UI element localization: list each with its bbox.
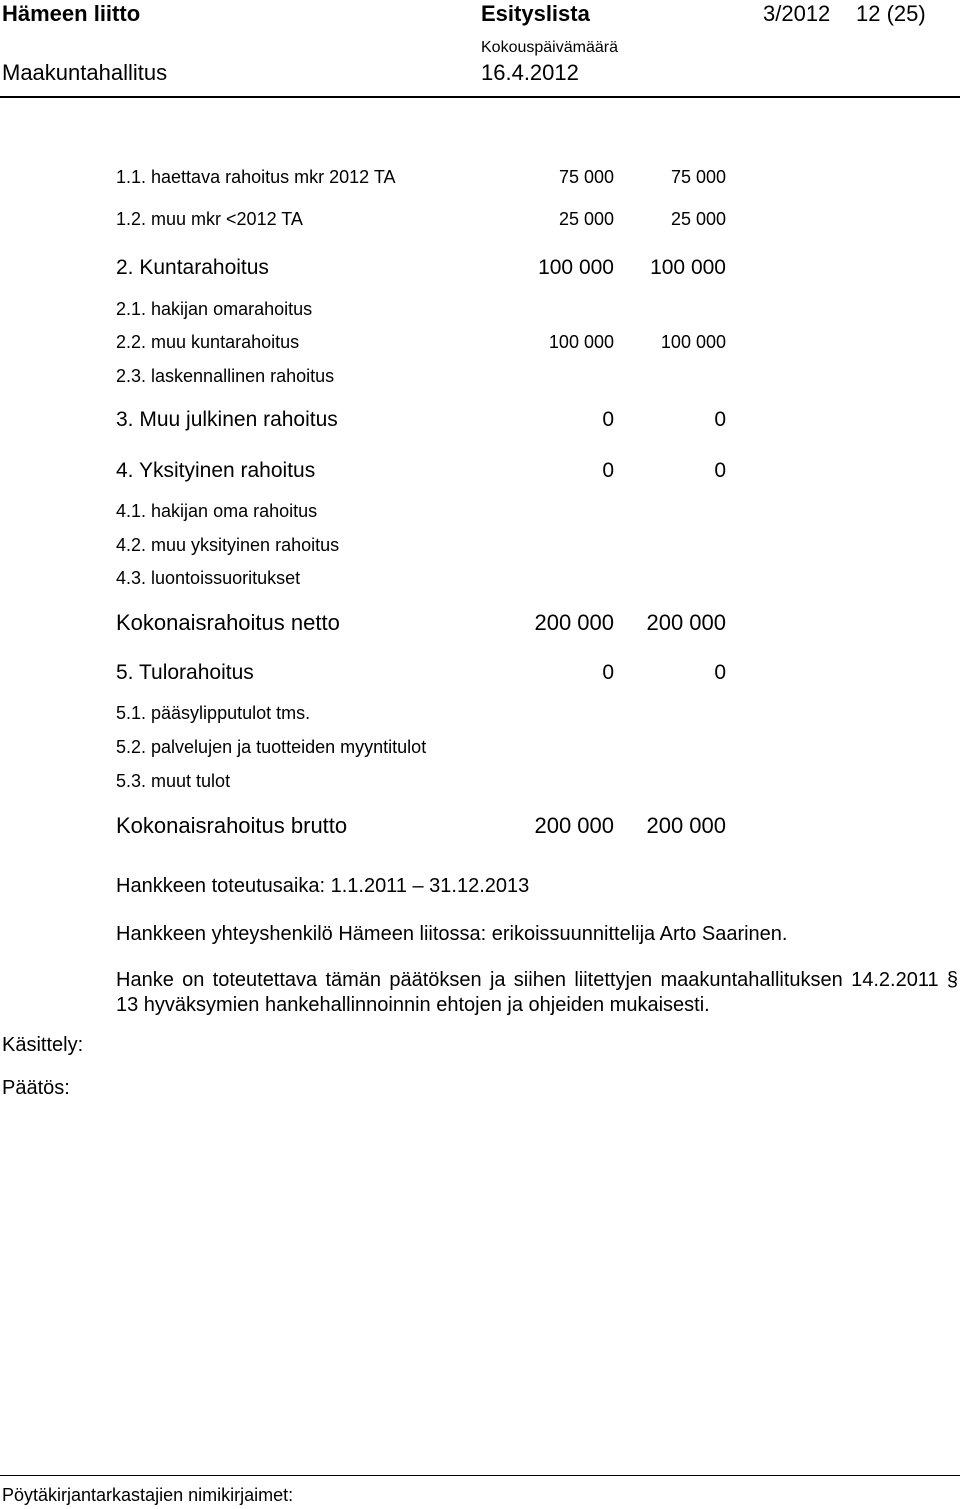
table-row <box>116 366 728 392</box>
doc-type: Esityslista <box>481 1 590 26</box>
table-row <box>116 737 728 763</box>
table-row <box>116 167 728 193</box>
doc-number: 3/2012 <box>763 1 831 26</box>
meeting-body: Maakuntahallitus <box>2 60 168 85</box>
row-label: Kokonaisrahoitus netto <box>116 610 340 635</box>
row-label: 1.2. muu mkr <2012 TA <box>116 209 303 229</box>
value-col1: 100 000 <box>548 332 614 352</box>
value-col1: 25 000 <box>558 209 614 229</box>
decision-label: Päätös: <box>2 1077 70 1099</box>
table-row <box>116 535 728 561</box>
table-row <box>116 408 728 434</box>
row-label: 4. Yksityinen rahoitus <box>116 459 316 482</box>
value-col2: 200 000 <box>646 610 726 635</box>
value-col2: 0 <box>714 408 726 431</box>
value-col2: 100 000 <box>650 256 726 279</box>
row-label: 5.2. palvelujen ja tuotteiden myyntitulot <box>116 737 427 757</box>
value-col1: 200 000 <box>534 813 614 838</box>
table-row <box>116 299 728 325</box>
table-row <box>116 568 728 594</box>
decision-condition: Hanke on toteutettava tämän päätöksen ja siihen liitettyjen maakuntahallituksen 14.2.2011 § 13 hyväksymien hankehallinnoinnin ehtojen ja ohjeiden mukaisesti. <box>116 969 958 1016</box>
row-label: 1.1. haettava rahoitus mkr 2012 TA <box>116 167 396 187</box>
table-row <box>116 703 728 729</box>
table-row <box>116 332 728 358</box>
value-col2: 200 000 <box>646 813 726 838</box>
project-contact: Hankkeen yhteyshenkilö Hämeen liitossa: erikoissuunnittelija Arto Saarinen. <box>116 923 788 945</box>
row-label: 2.2. muu kuntarahoitus <box>116 332 300 352</box>
value-col2: 75 000 <box>670 167 726 187</box>
row-label: 2.1. hakijan omarahoitus <box>116 299 313 319</box>
project-schedule: Hankkeen toteutusaika: 1.1.2011 – 31.12.2013 <box>116 875 530 897</box>
page-number: 12 (25) <box>856 1 926 26</box>
table-row <box>116 813 728 839</box>
row-label: Kokonaisrahoitus brutto <box>116 813 348 838</box>
header-rule <box>0 96 960 98</box>
org-name: Hämeen liitto <box>2 1 141 26</box>
value-col1: 200 000 <box>534 610 614 635</box>
table-row <box>116 661 728 687</box>
row-label: 5. Tulorahoitus <box>116 661 254 684</box>
table-row <box>116 209 728 235</box>
row-label: 4.1. hakijan oma rahoitus <box>116 501 318 521</box>
table-row <box>116 501 728 527</box>
value-col2: 0 <box>714 661 726 684</box>
row-label: 2.3. laskennallinen rahoitus <box>116 366 335 386</box>
value-col1: 0 <box>602 459 614 482</box>
table-row <box>116 256 728 282</box>
row-label: 5.1. pääsylipputulot tms. <box>116 703 311 723</box>
value-col2: 0 <box>714 459 726 482</box>
value-col1: 100 000 <box>538 256 614 279</box>
meeting-date: 16.4.2012 <box>481 60 579 85</box>
value-col1: 0 <box>602 661 614 684</box>
signature-initials-label: Pöytäkirjantarkastajien nimikirjaimet: <box>2 1485 294 1505</box>
row-label: 4.3. luontoissuoritukset <box>116 568 301 588</box>
value-col1: 75 000 <box>558 167 614 187</box>
value-col1: 0 <box>602 408 614 431</box>
value-col2: 25 000 <box>670 209 726 229</box>
handling-label: Käsittely: <box>2 1034 84 1056</box>
row-label: 4.2. muu yksityinen rahoitus <box>116 535 340 555</box>
table-row <box>116 771 728 797</box>
row-label: 3. Muu julkinen rahoitus <box>116 408 338 431</box>
date-label: Kokouspäivämäärä <box>481 39 618 56</box>
row-label: 2. Kuntarahoitus <box>116 256 269 279</box>
table-row <box>116 610 728 636</box>
value-col2: 100 000 <box>660 332 726 352</box>
footer-rule <box>0 1475 960 1476</box>
row-label: 5.3. muut tulot <box>116 771 231 791</box>
table-row <box>116 459 728 485</box>
